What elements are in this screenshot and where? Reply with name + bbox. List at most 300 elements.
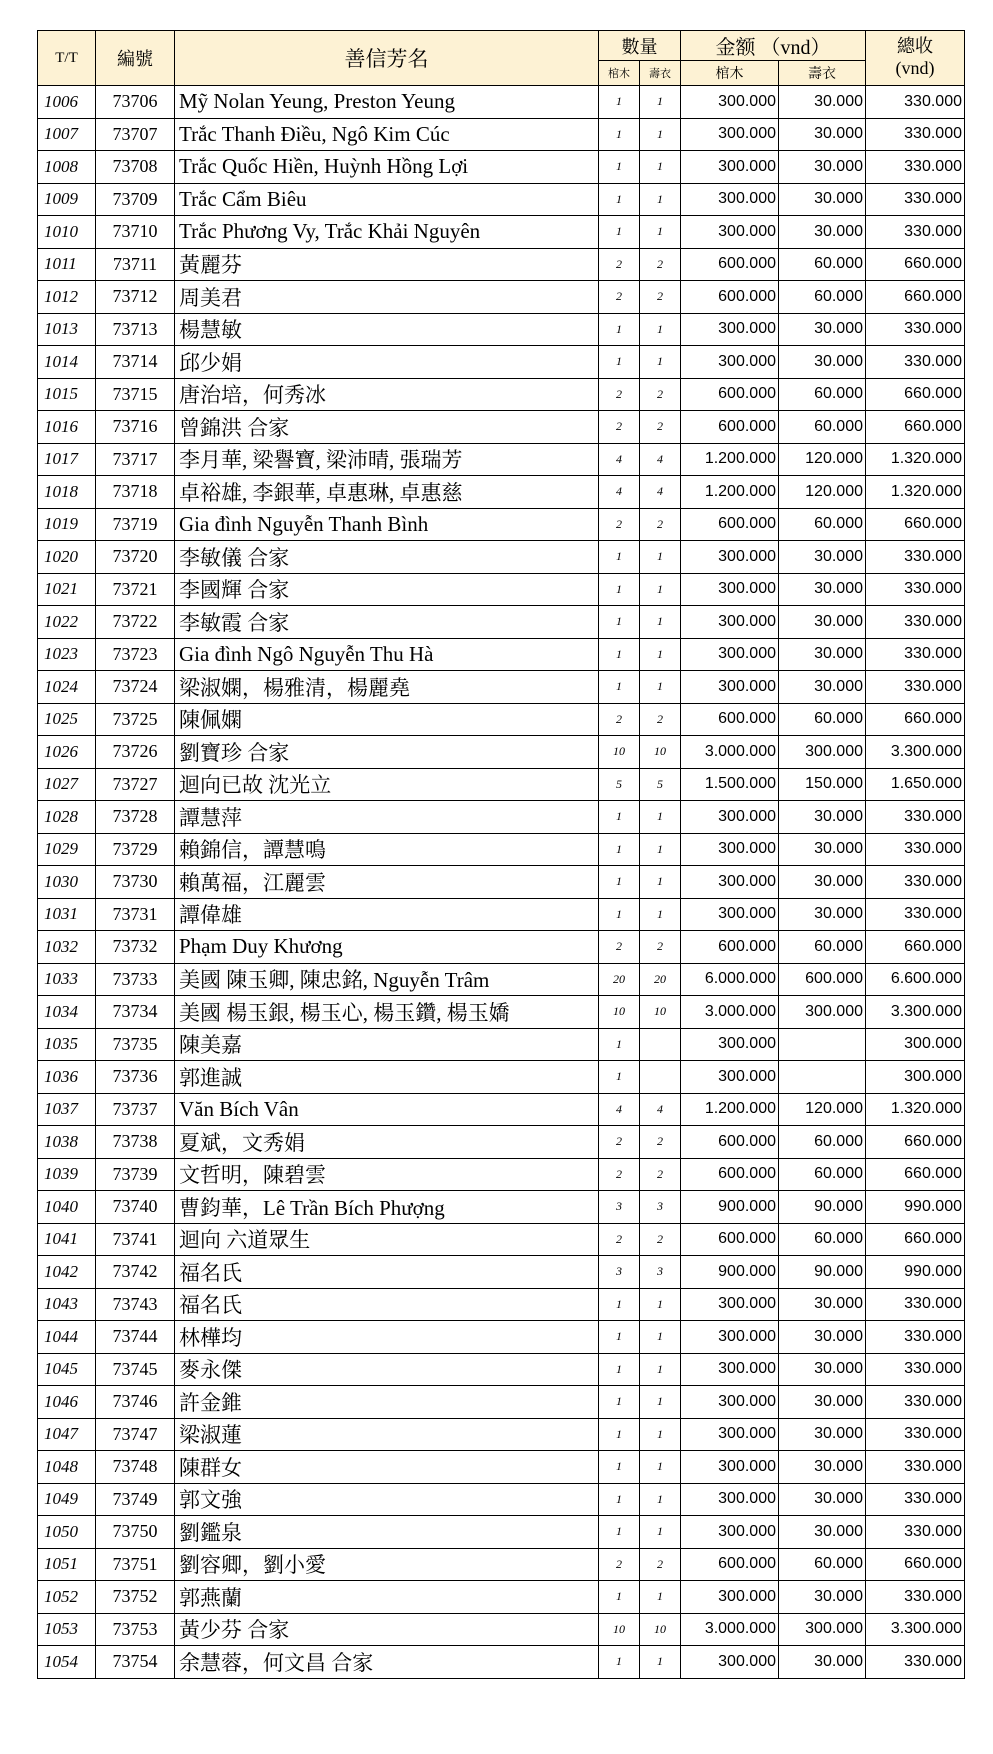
row-code: 73706: [96, 86, 175, 119]
row-code: 73749: [96, 1483, 175, 1516]
row-code: 73717: [96, 443, 175, 476]
amount-coffin: 300.000: [681, 1418, 779, 1451]
qty-coffin: 1: [599, 573, 640, 606]
qty-coffin: 2: [599, 248, 640, 281]
donor-name: 劉寶珍 合家: [175, 736, 599, 769]
amount-total: 330.000: [866, 866, 965, 899]
qty-shroud: [640, 1061, 681, 1094]
qty-coffin: 1: [599, 86, 640, 119]
donor-name: 陳佩嫻: [175, 703, 599, 736]
amount-total: 330.000: [866, 346, 965, 379]
qty-coffin: 2: [599, 1126, 640, 1159]
amount-coffin: 300.000: [681, 1483, 779, 1516]
amount-shroud: [779, 1028, 866, 1061]
amount-shroud: 30.000: [779, 151, 866, 184]
amount-coffin: 900.000: [681, 1191, 779, 1224]
donor-name: Gia đình Nguyễn Thanh Bình: [175, 508, 599, 541]
amount-total: 660.000: [866, 508, 965, 541]
row-code: 73726: [96, 736, 175, 769]
amount-coffin: 1.200.000: [681, 476, 779, 509]
donor-name: 賴萬福，江麗雲: [175, 866, 599, 899]
amount-total: 3.300.000: [866, 736, 965, 769]
amount-total: 300.000: [866, 1061, 965, 1094]
row-code: 73722: [96, 606, 175, 639]
row-code: 73731: [96, 898, 175, 931]
amount-shroud: 60.000: [779, 378, 866, 411]
row-code: 73708: [96, 151, 175, 184]
donor-name: 周美君: [175, 281, 599, 314]
row-code: 73710: [96, 216, 175, 249]
amount-total: 330.000: [866, 1386, 965, 1419]
row-code: 73746: [96, 1386, 175, 1419]
qty-coffin: 1: [599, 346, 640, 379]
qty-coffin: 10: [599, 1613, 640, 1646]
table-row: [38, 833, 965, 866]
qty-coffin: 1: [599, 866, 640, 899]
row-code: 73742: [96, 1256, 175, 1289]
table-row: [38, 606, 965, 639]
amount-total: 660.000: [866, 411, 965, 444]
amount-shroud: 60.000: [779, 1126, 866, 1159]
qty-coffin: 1: [599, 1061, 640, 1094]
amount-shroud: 30.000: [779, 86, 866, 119]
qty-shroud: 1: [640, 151, 681, 184]
row-number: 1041: [38, 1223, 96, 1256]
amount-coffin: 600.000: [681, 1223, 779, 1256]
qty-coffin: 2: [599, 508, 640, 541]
qty-coffin: 1: [599, 1516, 640, 1549]
amount-total: 330.000: [866, 1581, 965, 1614]
row-number: 1027: [38, 768, 96, 801]
amount-total: 1.650.000: [866, 768, 965, 801]
amount-shroud: 60.000: [779, 1223, 866, 1256]
qty-coffin: 1: [599, 1028, 640, 1061]
row-number: 1034: [38, 996, 96, 1029]
row-number: 1052: [38, 1581, 96, 1614]
header-total-unit: (vnd): [895, 58, 935, 78]
row-number: 1025: [38, 703, 96, 736]
amount-total: 330.000: [866, 606, 965, 639]
table-row: [38, 281, 965, 314]
qty-shroud: 4: [640, 1093, 681, 1126]
qty-shroud: 10: [640, 736, 681, 769]
donor-name: 夏斌，文秀娟: [175, 1126, 599, 1159]
table-row: [38, 476, 965, 509]
row-number: 1048: [38, 1451, 96, 1484]
qty-shroud: 2: [640, 931, 681, 964]
qty-shroud: 1: [640, 1321, 681, 1354]
amount-coffin: 300.000: [681, 183, 779, 216]
amount-coffin: 6.000.000: [681, 963, 779, 996]
row-number: 1006: [38, 86, 96, 119]
table-header: [38, 31, 965, 86]
qty-coffin: 1: [599, 833, 640, 866]
donor-name: 麥永傑: [175, 1353, 599, 1386]
qty-shroud: 4: [640, 443, 681, 476]
amount-total: 330.000: [866, 671, 965, 704]
amount-total: 3.300.000: [866, 996, 965, 1029]
header-name: 善信芳名: [175, 31, 599, 86]
amount-shroud: 60.000: [779, 931, 866, 964]
qty-shroud: 1: [640, 801, 681, 834]
row-number: 1007: [38, 118, 96, 151]
qty-shroud: 1: [640, 183, 681, 216]
amount-coffin: 300.000: [681, 541, 779, 574]
amount-total: 660.000: [866, 248, 965, 281]
row-code: 73744: [96, 1321, 175, 1354]
row-code: 73733: [96, 963, 175, 996]
qty-shroud: 1: [640, 833, 681, 866]
donor-name: 賴錦信，譚慧鳴: [175, 833, 599, 866]
row-code: 73724: [96, 671, 175, 704]
table-row: [38, 1288, 965, 1321]
amount-total: 3.300.000: [866, 1613, 965, 1646]
table-row: [38, 378, 965, 411]
donor-name: 李國輝 合家: [175, 573, 599, 606]
amount-total: 300.000: [866, 1028, 965, 1061]
amount-shroud: 30.000: [779, 638, 866, 671]
amount-shroud: 150.000: [779, 768, 866, 801]
row-code: 73748: [96, 1451, 175, 1484]
amount-shroud: 90.000: [779, 1191, 866, 1224]
amount-total: 330.000: [866, 638, 965, 671]
donor-name: 梁淑蓮: [175, 1418, 599, 1451]
qty-shroud: 1: [640, 541, 681, 574]
row-number: 1045: [38, 1353, 96, 1386]
amount-coffin: 600.000: [681, 281, 779, 314]
amount-shroud: 30.000: [779, 1483, 866, 1516]
amount-total: 6.600.000: [866, 963, 965, 996]
row-number: 1047: [38, 1418, 96, 1451]
donor-name: 陳美嘉: [175, 1028, 599, 1061]
row-number: 1051: [38, 1548, 96, 1581]
amount-total: 660.000: [866, 1548, 965, 1581]
table-row: [38, 508, 965, 541]
row-code: 73737: [96, 1093, 175, 1126]
qty-shroud: 2: [640, 248, 681, 281]
amount-total: 330.000: [866, 1516, 965, 1549]
row-number: 1031: [38, 898, 96, 931]
amount-shroud: 30.000: [779, 1646, 866, 1679]
amount-coffin: 600.000: [681, 1158, 779, 1191]
donor-name: 美國 楊玉銀, 楊玉心, 楊玉鑽, 楊玉嬌: [175, 996, 599, 1029]
row-number: 1037: [38, 1093, 96, 1126]
qty-shroud: 5: [640, 768, 681, 801]
qty-coffin: 1: [599, 216, 640, 249]
amount-shroud: 30.000: [779, 573, 866, 606]
amount-coffin: 300.000: [681, 1321, 779, 1354]
amount-shroud: 60.000: [779, 248, 866, 281]
table-row: [38, 638, 965, 671]
amount-coffin: 300.000: [681, 1646, 779, 1679]
amount-shroud: 60.000: [779, 1548, 866, 1581]
table-row: [38, 931, 965, 964]
row-code: 73713: [96, 313, 175, 346]
amount-coffin: 300.000: [681, 1581, 779, 1614]
donor-name: 卓裕雄, 李銀華, 卓惠琳, 卓惠慈: [175, 476, 599, 509]
row-number: 1023: [38, 638, 96, 671]
qty-shroud: 1: [640, 1353, 681, 1386]
amount-shroud: 30.000: [779, 1321, 866, 1354]
donor-name: 文哲明，陳碧雲: [175, 1158, 599, 1191]
amount-coffin: 1.500.000: [681, 768, 779, 801]
row-code: 73714: [96, 346, 175, 379]
row-code: 73752: [96, 1581, 175, 1614]
row-number: 1016: [38, 411, 96, 444]
row-code: 73720: [96, 541, 175, 574]
amount-coffin: 300.000: [681, 1353, 779, 1386]
row-code: 73711: [96, 248, 175, 281]
amount-shroud: 60.000: [779, 411, 866, 444]
row-number: 1042: [38, 1256, 96, 1289]
amount-shroud: 30.000: [779, 801, 866, 834]
row-number: 1032: [38, 931, 96, 964]
amount-coffin: 300.000: [681, 671, 779, 704]
row-code: 73747: [96, 1418, 175, 1451]
amount-coffin: 300.000: [681, 573, 779, 606]
donor-name: Văn Bích Vân: [175, 1093, 599, 1126]
row-code: 73751: [96, 1548, 175, 1581]
qty-coffin: 1: [599, 671, 640, 704]
amount-shroud: 30.000: [779, 1451, 866, 1484]
qty-shroud: 2: [640, 1223, 681, 1256]
qty-coffin: 2: [599, 931, 640, 964]
amount-coffin: 600.000: [681, 1548, 779, 1581]
amount-shroud: 120.000: [779, 443, 866, 476]
amount-shroud: 120.000: [779, 1093, 866, 1126]
row-code: 73723: [96, 638, 175, 671]
amount-total: 330.000: [866, 216, 965, 249]
amount-coffin: 300.000: [681, 1288, 779, 1321]
amount-total: 330.000: [866, 833, 965, 866]
row-code: 73727: [96, 768, 175, 801]
row-code: 73745: [96, 1353, 175, 1386]
qty-shroud: 2: [640, 1548, 681, 1581]
amount-shroud: 30.000: [779, 866, 866, 899]
amount-shroud: 30.000: [779, 1516, 866, 1549]
table-row: [38, 573, 965, 606]
table-row: [38, 411, 965, 444]
qty-coffin: 1: [599, 1418, 640, 1451]
table-row: [38, 996, 965, 1029]
table-row: [38, 671, 965, 704]
row-code: 73729: [96, 833, 175, 866]
row-number: 1026: [38, 736, 96, 769]
amount-shroud: 30.000: [779, 833, 866, 866]
amount-total: 330.000: [866, 1646, 965, 1679]
qty-shroud: 1: [640, 638, 681, 671]
table-row: [38, 346, 965, 379]
donor-name: 美國 陳玉卿, 陳忠銘, Nguyễn Trâm: [175, 963, 599, 996]
amount-shroud: 60.000: [779, 281, 866, 314]
row-code: 73725: [96, 703, 175, 736]
table-row: [38, 118, 965, 151]
donor-name: 劉容卿，劉小愛: [175, 1548, 599, 1581]
amount-coffin: 300.000: [681, 1028, 779, 1061]
amount-total: 1.320.000: [866, 1093, 965, 1126]
donor-name: Trắc Quốc Hiền, Huỳnh Hồng Lợi: [175, 151, 599, 184]
amount-total: 330.000: [866, 1451, 965, 1484]
row-code: 73721: [96, 573, 175, 606]
amount-total: 660.000: [866, 1223, 965, 1256]
qty-coffin: 2: [599, 1548, 640, 1581]
qty-shroud: 1: [640, 86, 681, 119]
table-row: [38, 1061, 965, 1094]
amount-shroud: 30.000: [779, 1418, 866, 1451]
amount-total: 330.000: [866, 313, 965, 346]
qty-coffin: 2: [599, 703, 640, 736]
amount-coffin: 600.000: [681, 378, 779, 411]
table-row: [38, 963, 965, 996]
table-row: [38, 866, 965, 899]
row-number: 1046: [38, 1386, 96, 1419]
qty-shroud: 1: [640, 313, 681, 346]
amount-coffin: 600.000: [681, 508, 779, 541]
row-number: 1050: [38, 1516, 96, 1549]
amount-total: 330.000: [866, 1418, 965, 1451]
amount-total: 330.000: [866, 86, 965, 119]
amount-coffin: 300.000: [681, 346, 779, 379]
amount-shroud: 30.000: [779, 118, 866, 151]
donor-name: Mỹ Nolan Yeung, Preston Yeung: [175, 86, 599, 119]
amount-shroud: 60.000: [779, 703, 866, 736]
amount-shroud: 30.000: [779, 313, 866, 346]
amount-shroud: 30.000: [779, 898, 866, 931]
donor-name: 郭燕蘭: [175, 1581, 599, 1614]
amount-total: 330.000: [866, 801, 965, 834]
table-row: [38, 1483, 965, 1516]
donor-name: 梁淑嫻，楊雅清，楊麗堯: [175, 671, 599, 704]
qty-coffin: 2: [599, 1158, 640, 1191]
qty-coffin: 2: [599, 281, 640, 314]
row-number: 1019: [38, 508, 96, 541]
amount-coffin: 300.000: [681, 833, 779, 866]
amount-coffin: 3.000.000: [681, 996, 779, 1029]
qty-coffin: 4: [599, 1093, 640, 1126]
amount-total: 330.000: [866, 1353, 965, 1386]
amount-shroud: 30.000: [779, 183, 866, 216]
qty-shroud: 2: [640, 411, 681, 444]
qty-coffin: 3: [599, 1191, 640, 1224]
donor-name: 郭進誠: [175, 1061, 599, 1094]
table-row: [38, 183, 965, 216]
amount-shroud: 90.000: [779, 1256, 866, 1289]
table-row: [38, 1516, 965, 1549]
table-row: [38, 703, 965, 736]
qty-coffin: 1: [599, 1581, 640, 1614]
table-row: [38, 801, 965, 834]
qty-shroud: 3: [640, 1256, 681, 1289]
table-row: [38, 151, 965, 184]
qty-coffin: 1: [599, 898, 640, 931]
amount-coffin: 600.000: [681, 1126, 779, 1159]
table-row: [38, 1613, 965, 1646]
qty-coffin: 1: [599, 1353, 640, 1386]
row-number: 1043: [38, 1288, 96, 1321]
header-qty-shroud: 壽衣: [640, 61, 681, 86]
amount-total: 330.000: [866, 118, 965, 151]
qty-coffin: 1: [599, 313, 640, 346]
row-number: 1035: [38, 1028, 96, 1061]
qty-coffin: 1: [599, 1646, 640, 1679]
row-code: 73739: [96, 1158, 175, 1191]
amount-coffin: 3.000.000: [681, 736, 779, 769]
qty-shroud: 2: [640, 508, 681, 541]
row-number: 1029: [38, 833, 96, 866]
row-number: 1013: [38, 313, 96, 346]
amount-total: 990.000: [866, 1191, 965, 1224]
row-number: 1021: [38, 573, 96, 606]
row-number: 1017: [38, 443, 96, 476]
header-total: [866, 31, 965, 86]
amount-shroud: 30.000: [779, 671, 866, 704]
row-number: 1012: [38, 281, 96, 314]
row-code: 73716: [96, 411, 175, 444]
amount-shroud: 30.000: [779, 216, 866, 249]
row-number: 1054: [38, 1646, 96, 1679]
amount-shroud: 600.000: [779, 963, 866, 996]
table-row: [38, 1028, 965, 1061]
amount-total: 1.320.000: [866, 443, 965, 476]
table-row: [38, 1093, 965, 1126]
table-row: [38, 1646, 965, 1679]
qty-shroud: [640, 1028, 681, 1061]
qty-coffin: 2: [599, 378, 640, 411]
row-number: 1024: [38, 671, 96, 704]
qty-shroud: 1: [640, 606, 681, 639]
donor-name: 許金錐: [175, 1386, 599, 1419]
amount-total: 660.000: [866, 378, 965, 411]
qty-coffin: 10: [599, 996, 640, 1029]
qty-shroud: 1: [640, 346, 681, 379]
row-number: 1018: [38, 476, 96, 509]
table-row: [38, 1353, 965, 1386]
row-code: 73743: [96, 1288, 175, 1321]
amount-coffin: 300.000: [681, 118, 779, 151]
qty-shroud: 2: [640, 281, 681, 314]
amount-coffin: 300.000: [681, 866, 779, 899]
table-row: [38, 898, 965, 931]
amount-total: 660.000: [866, 1126, 965, 1159]
qty-shroud: 1: [640, 898, 681, 931]
amount-shroud: 30.000: [779, 606, 866, 639]
table-row: [38, 768, 965, 801]
row-code: 73735: [96, 1028, 175, 1061]
row-code: 73728: [96, 801, 175, 834]
row-number: 1014: [38, 346, 96, 379]
table-row: [38, 1386, 965, 1419]
amount-coffin: 600.000: [681, 248, 779, 281]
table-row: [38, 313, 965, 346]
amount-total: 990.000: [866, 1256, 965, 1289]
donor-name: 李月華, 梁譽寶, 梁沛晴, 張瑞芳: [175, 443, 599, 476]
table-row: [38, 1126, 965, 1159]
table-row: [38, 1158, 965, 1191]
qty-shroud: 1: [640, 1516, 681, 1549]
donor-name: 劉鑑泉: [175, 1516, 599, 1549]
table-row: [38, 1418, 965, 1451]
row-code: 73732: [96, 931, 175, 964]
donor-table: [37, 30, 965, 1679]
donor-name: 郭文強: [175, 1483, 599, 1516]
amount-coffin: 900.000: [681, 1256, 779, 1289]
row-number: 1011: [38, 248, 96, 281]
qty-coffin: 1: [599, 541, 640, 574]
row-code: 73736: [96, 1061, 175, 1094]
donor-name: 迴向已故 沈光立: [175, 768, 599, 801]
amount-total: 1.320.000: [866, 476, 965, 509]
table-row: [38, 1321, 965, 1354]
